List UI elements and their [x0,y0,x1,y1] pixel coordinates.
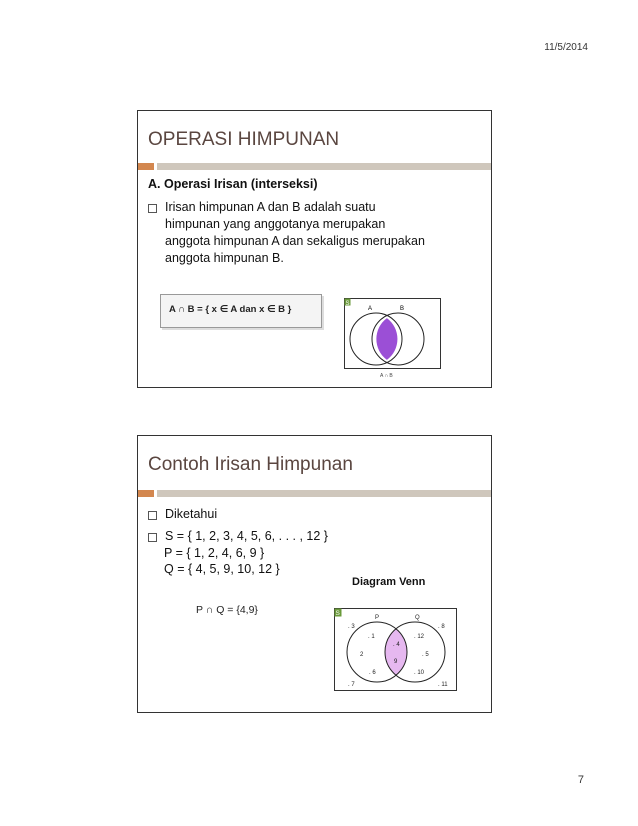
page-date: 11/5/2014 [544,42,588,53]
venn-caption: A ∩ B [380,373,393,379]
element-12: . 12 [414,634,425,640]
known-bullet [148,506,217,523]
bullet-square-icon [148,204,157,213]
set-p-text: P = { 1, 2, 4, 6, 9 } [164,546,265,560]
element-6: . 6 [369,670,376,676]
set-p-label: P [375,615,380,621]
definition-text: Irisan himpunan A dan B adalah suatu himpunan yang anggotanya merupakan anggota himpunan A dan sekaligus merupakan anggota himpunan B. [165,200,425,265]
element-5: . 5 [422,652,429,658]
set-q-label: Q [415,615,420,621]
set-q-text: Q = { 4, 5, 9, 10, 12 } [164,562,280,576]
element-3: . 3 [348,624,355,630]
set-s-bullet [148,528,328,545]
set-a-label: A [368,306,373,312]
intersection-formula: A ∩ B = { x ∈ A dan x ∈ B } [160,294,322,328]
venn-diagram-p-q [334,608,458,692]
element-10: . 10 [414,670,425,676]
known-text: Diketahui [165,507,218,521]
accent-gray-bar [157,490,491,497]
accent-orange-block [138,163,154,170]
definition-bullet [148,199,425,267]
title-accent-bar [138,163,491,170]
venn-diagram-a-b [344,297,448,379]
slide-title: OPERASI HIMPUNAN [148,129,340,150]
page-number: 7 [577,774,584,786]
element-7: . 7 [348,682,355,688]
intersection-result: P ∩ Q = {4,9} [196,604,258,616]
element-2: 2 [360,652,364,658]
accent-gray-bar [157,163,491,170]
accent-orange-block [138,490,154,497]
bullet-square-icon [148,511,157,520]
slide-title: Contoh Irisan Himpunan [148,454,353,475]
universe-label: S [335,610,340,617]
title-accent-bar [138,490,491,497]
universe-label: S [345,301,350,307]
section-subheading: A. Operasi Irisan (interseksi) [148,177,318,191]
slide-contoh-irisan [137,435,492,713]
element-8: . 8 [438,624,445,630]
element-4: . 4 [393,642,400,648]
set-s-text: S = { 1, 2, 3, 4, 5, 6, . . . , 12 } [165,529,328,543]
element-1: . 1 [368,634,375,640]
element-9: 9 [394,659,398,665]
bullet-square-icon [148,533,157,542]
element-11: . 11 [438,682,448,688]
set-b-label: B [400,306,405,312]
diagram-venn-label: Diagram Venn [352,576,426,588]
slide-operasi-himpunan [137,110,492,388]
